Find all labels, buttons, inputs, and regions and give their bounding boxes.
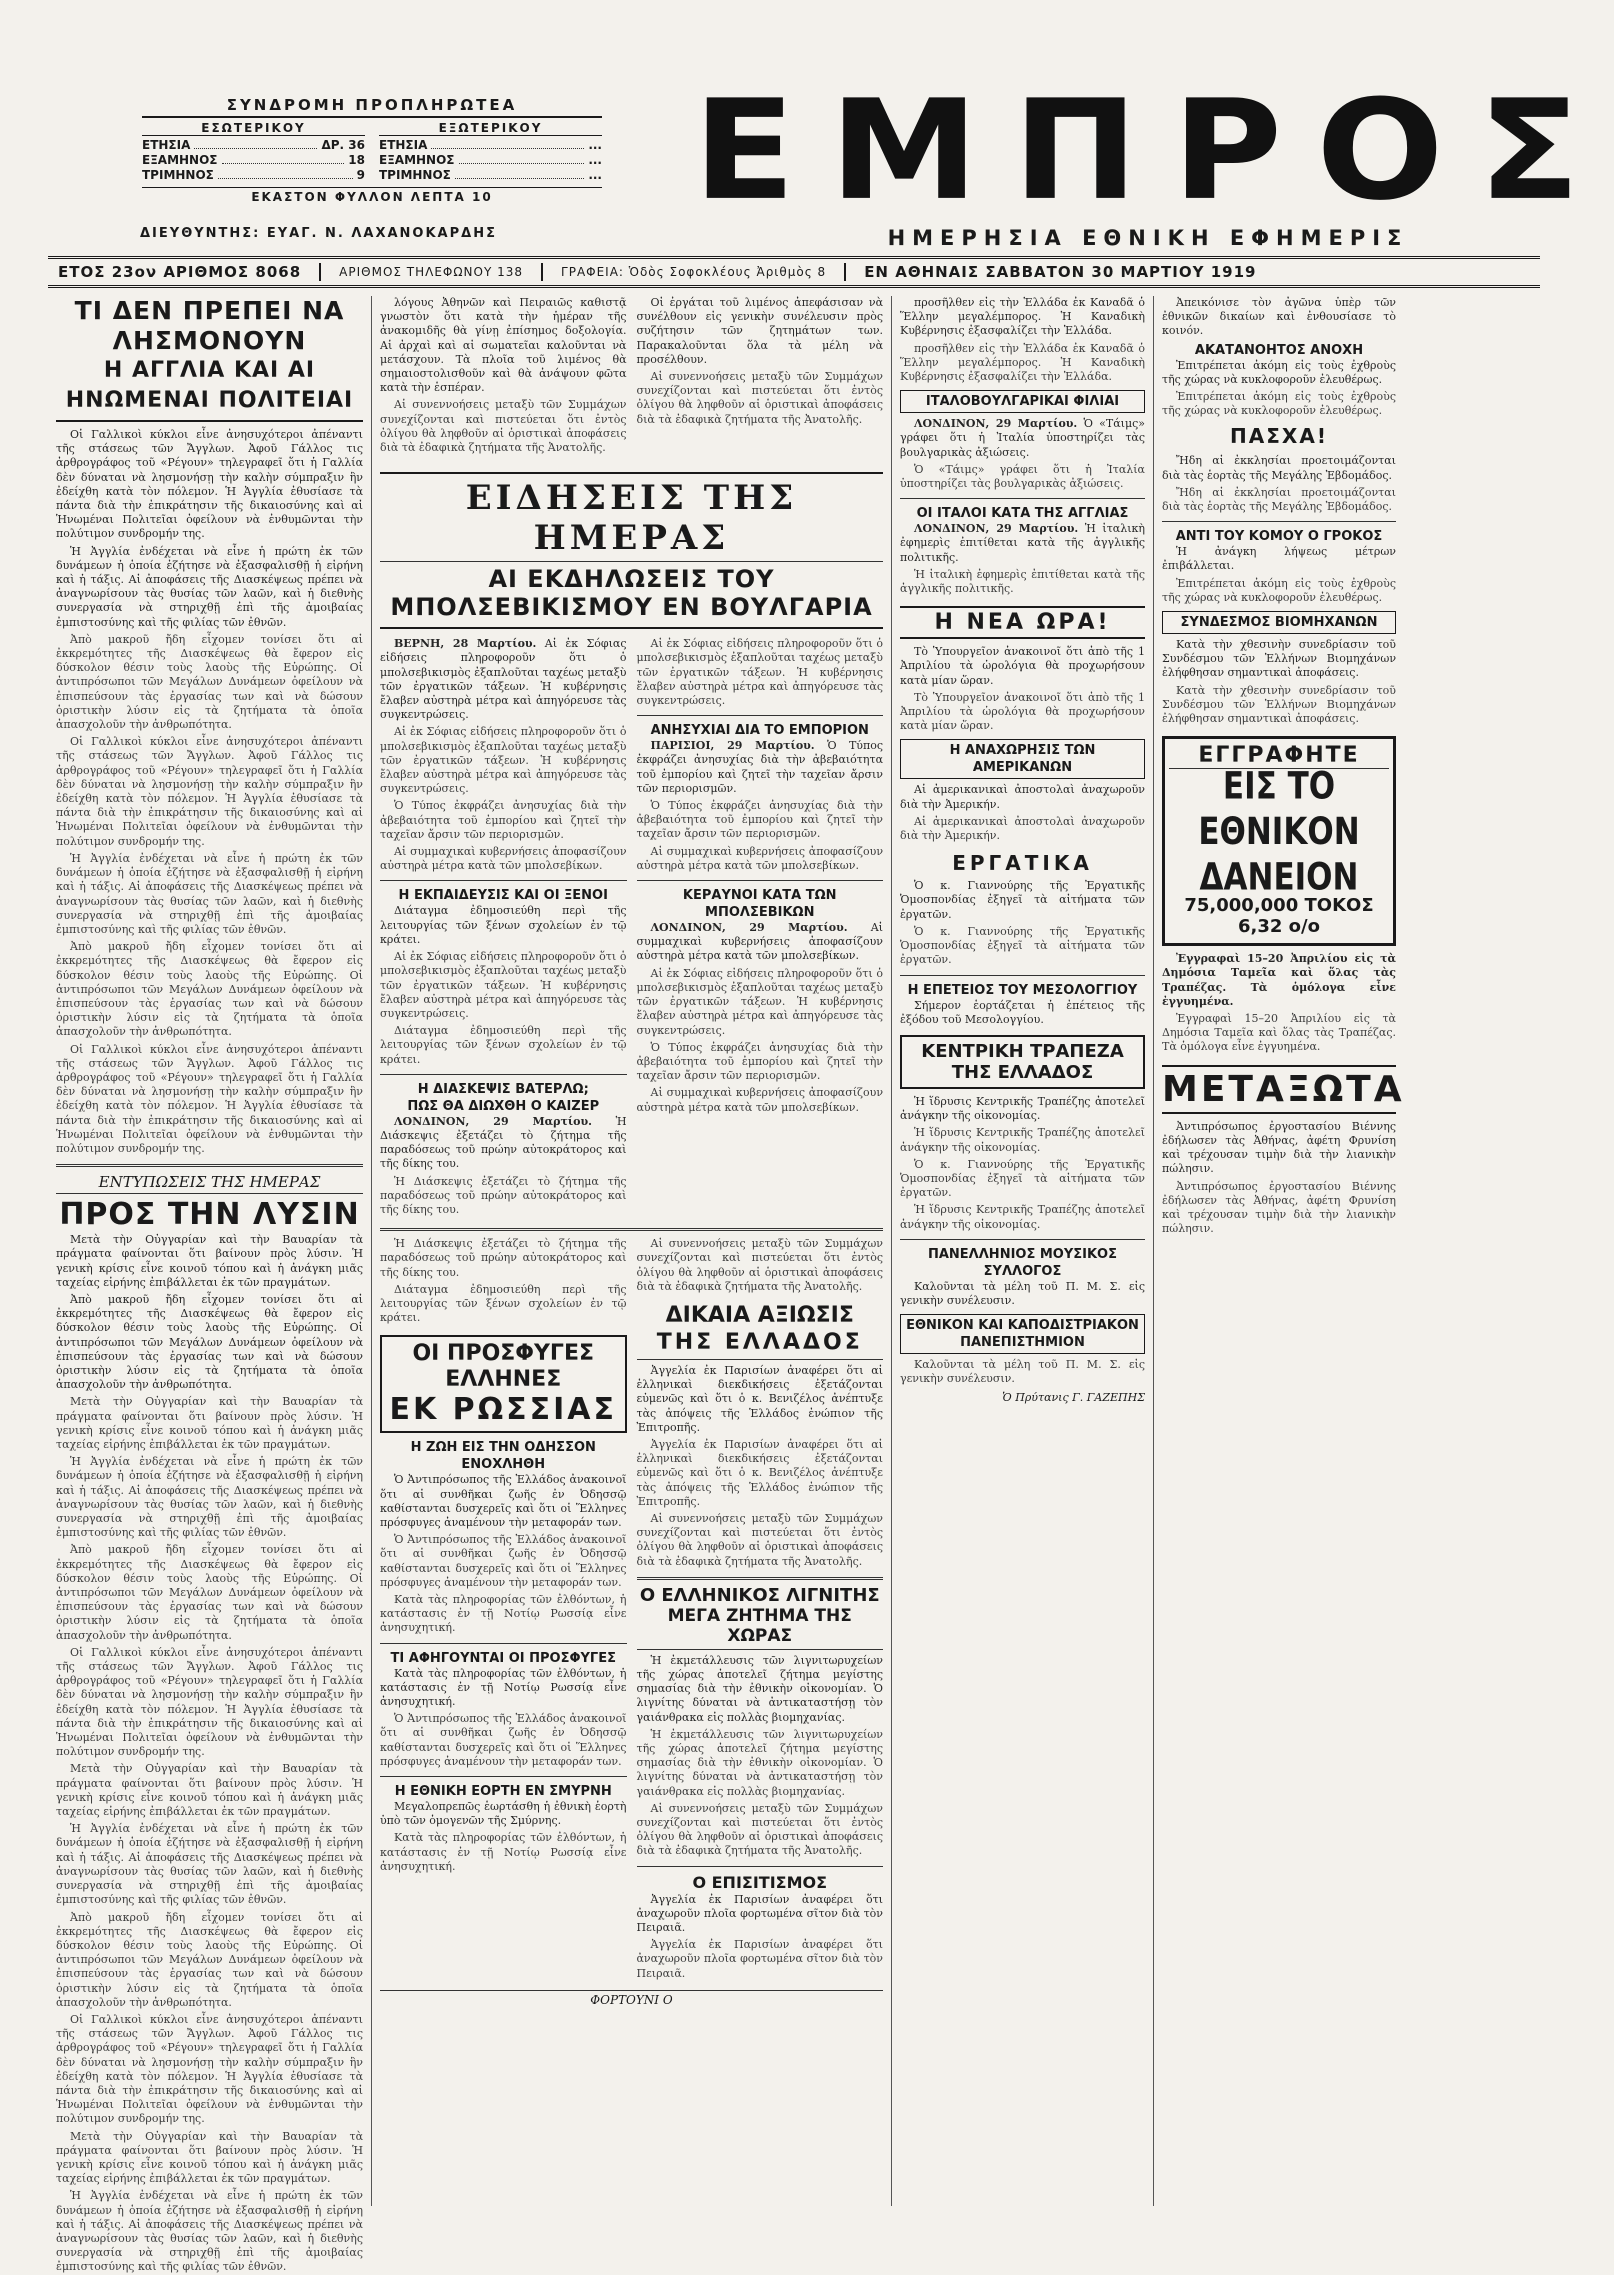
music-society-headline: ΠΑΝΕΛΛΗΝΙΟΣ ΜΟΥΣΙΚΟΣ ΣΥΛΛΟΓΟΣ bbox=[927, 1246, 1117, 1279]
rector-signature: Ὁ Πρύτανις Γ. ΓΑΖΕΠΗΣ bbox=[1002, 1390, 1145, 1404]
paragraph: Αἱ ἀμερικανικαὶ ἀποστολαὶ ἀναχωροῦν διὰ τὴν Ἀμερικήν. bbox=[900, 814, 1145, 843]
paragraph: Ἤδη αἱ ἐκκλησίαι προετοιμάζονται διὰ τὰς ἑορτὰς τῆς Μεγάλης Ἑβδομάδος. bbox=[1162, 454, 1396, 482]
kaiser-headline: ΠΩΣ ΘΑ ΔΙΩΧΘΗ Ο ΚΑΙΖΕΡ bbox=[407, 1098, 600, 1114]
paragraph: Ἡ ἵδρυσις Κεντρικῆς Τραπέζης ἀποτελεῖ ἀνάγκην τῆς οἰκονομίας. bbox=[900, 1126, 1145, 1154]
subs-price: ... bbox=[588, 153, 602, 167]
subs-term: ΤΡΙΜΗΝΟΣ bbox=[142, 168, 214, 182]
paragraph: προσῆλθεν εἰς τὴν Ἑλλάδα ἐκ Καναδᾶ ὁ Ἕλλην μεγαλέμπορος. Ἡ Καναδικὴ Κυβέρνησις ἐξασφαλίζει τὴν Ἑλλάδα. bbox=[900, 296, 1145, 338]
paragraph: Ἐγγραφαὶ 15–20 Ἀπριλίου εἰς τὰ Δημόσια Ταμεῖα καὶ ὅλας τὰς Τραπέζας. Τὰ ὁμόλογα εἶνε ἐγγυημένα. bbox=[1162, 1012, 1396, 1054]
paragraph: Οἱ Γαλλικοὶ κύκλοι εἶνε ἀνησυχότεροι ἀπέναντι τῆς στάσεως τῶν Ἄγγλων. Ἀφοῦ Γάλλος τις ἀρθρογράφος τοῦ «Ρέγουν» τηλεγραφεῖ ὅτι ἡ Γαλλία δὲν δύναται νὰ λησμονήσῃ τὴν καλὴν σύμπραξιν ἣν ἐδείχθη κατὰ τὸν πόλεμον. Ἡ Ἀγγλία ἐθυσίασε τὰ πάντα διὰ τὴν ἐπικράτησιν τῆς δικαιοσύνης καὶ αἱ Ἡνωμέναι Πολιτεῖαι ὀφείλουν νὰ ἐνθυμῶνται τὴν πολύτιμον συνδρομήν της. bbox=[56, 735, 363, 848]
bolshevik-headline: ΚΕΡΑΥΝΟΙ ΚΑΤΑ ΤΩΝ ΜΠΟΛΣΕΒΙΚΩΝ bbox=[682, 888, 837, 921]
justice-headline-2: ΤΗΣ ΕΛΛΑΔΟΣ bbox=[637, 1329, 884, 1360]
americans-headline: Η ΑΝΑΧΩΡΗΣΙΣ ΤΩΝ ΑΜΕΡΙΚΑΝΩΝ bbox=[900, 739, 1145, 779]
paragraph: Ἐγγραφαὶ 15–20 Ἀπριλίου εἰς τὰ Δημόσια Ταμεῖα καὶ ὅλας τὰς Τραπέζας. Τὰ ὁμόλογα εἶνε ἐγγυημένα. bbox=[1162, 952, 1396, 1008]
dateline: ΛΟΝΔΙΝΟΝ, 29 Μαρτίου. bbox=[914, 522, 1079, 536]
industrialists-headline: ΣΥΝΔΕΣΜΟΣ ΒΙΟΜΗΧΑΝΩΝ bbox=[1162, 611, 1396, 634]
paragraph: Ὁ Ἀντιπρόσωπος τῆς Ἑλλάδος ἀνακοινοῖ ὅτι αἱ συνθῆκαι ζωῆς ἐν Ὀδησσῷ καθίστανται δυσχερεῖς καὶ ὅτι οἱ Ἕλληνες πρόσφυγες ἀναμένουν τὴν μεταφοράν των. bbox=[380, 1712, 627, 1768]
paragraph: Κατὰ τὴν χθεσινὴν συνεδρίασιν τοῦ Συνδέσμου τῶν Ἑλλήνων Βιομηχάνων ἐλήφθησαν σημαντικαὶ ἀποφάσεις. bbox=[1162, 638, 1396, 680]
subscription-exterior bbox=[379, 121, 602, 183]
paragraph: Ἡ Ἀγγλία ἐνδέχεται νὰ εἶνε ἡ πρώτη ἐκ τῶν δυνάμεων ἡ ὁποία ἐζήτησε νὰ ἐξασφαλισθῇ ἡ εἰρήνη καὶ ἡ τάξις. Αἱ ἀποφάσεις τῆς Διασκέψεως πρέπει νὰ ἀναγνωρίσουν τὰς θυσίας τῶν λαῶν, καὶ ἡ διεθνὴς συνεργασία νὰ στηριχθῇ ἐπὶ τῆς ἀμοιβαίας ἐμπιστοσύνης καὶ τῆς φιλίας τῶν ἐθνῶν. bbox=[56, 1455, 363, 1540]
subs-term: ΕΤΗΣΙΑ bbox=[142, 138, 191, 152]
education-headline: Η ΕΚΠΑΙΔΕΥΣΙΣ ΚΑΙ ΟΙ ΞΕΝΟΙ bbox=[398, 888, 608, 904]
column-2-3 bbox=[372, 296, 892, 2206]
paragraph: Αἱ ἐκ Σόφιας εἰδήσεις πληροφοροῦν ὅτι ὁ μπολσεβικισμὸς ἐξαπλοῦται ταχέως μεταξὺ τῶν ἐργατικῶν τάξεων. Ἡ κυβέρνησις ἔλαβεν αὐστηρὰ μέτρα καὶ ἀπηγόρευσε τὰς συγκεντρώσεις. bbox=[380, 725, 627, 796]
new-time-headline: Η ΝΕΑ ΩΡΑ! bbox=[900, 606, 1145, 639]
paragraph: Ἀντιπρόσωπος ἐργοστασίου Βιέννης ἐδήλωσεν τὰς Ἀθήνας, ἀφέτη Φρυνίση καὶ τρέχουσαν τιμὴν διὰ τὴν λιανικὴν πώλησιν. bbox=[1162, 1119, 1396, 1176]
paragraph: Ἀγγελία ἐκ Παρισίων ἀναφέρει ὅτι αἱ ἑλληνικαὶ διεκδικήσεις ἐξετάζονται εὐμενῶς καὶ ὅτι ὁ κ. Βενιζέλος ἀνέπτυξε τὰς ἀπόψεις τῆς Ἑλλάδος ἐνώπιον τῆς Ἐπιτροπῆς. bbox=[636, 1363, 883, 1434]
paragraph: Μεγαλοπρεπῶς ἑωρτάσθη ἡ ἐθνικὴ ἑορτὴ ὑπὸ τῶν ὁμογενῶν τῆς Σμύρνης. bbox=[380, 1800, 627, 1828]
subs-term: ΕΞΑΜΗΝΟΣ bbox=[379, 153, 455, 167]
paragraph: Κατὰ τὰς πληροφορίας τῶν ἐλθόντων, ἡ κατάστασις ἐν τῇ Νοτίῳ Ρωσσίᾳ εἶνε ἀνησυχητική. bbox=[380, 1666, 627, 1708]
paragraph: Αἱ ἐκ Σόφιας εἰδήσεις πληροφοροῦν ὅτι ὁ μπολσεβικισμὸς ἐξαπλοῦται ταχέως μεταξὺ τῶν ἐργατικῶν τάξεων. Ἡ κυβέρνησις ἔλαβεν αὐστηρὰ μέτρα καὶ ἀπηγόρευσε τὰς συγκεντρώσεις. bbox=[636, 966, 883, 1037]
masthead bbox=[48, 70, 1614, 256]
subs-price: ... bbox=[588, 138, 602, 152]
news-text: Αἱ συμμαχικαὶ κυβερνήσεις ἀποφασίζουν αὐστηρὰ μέτρα κατὰ τῶν μπολσεβίκων. bbox=[636, 921, 883, 963]
paragraph: Μετὰ τὴν Οὐγγαρίαν καὶ τὴν Βαυαρίαν τὰ πράγματα φαίνονται ὅτι βαίνουν πρὸς λύσιν. Ἡ γενικὴ κρίσις εἶνε κοινοῦ τόπου καὶ ἡ ἀνάγκη μιᾶς ταχείας εἰρήνης ἐπιβάλλεται ἐκ τῶν πραγμάτων. bbox=[56, 1762, 363, 1819]
italo-bulgarian-headline: ΙΤΑΛΟΒΟΥΛΓΑΡΙΚΑΙ ΦΙΛΙΑΙ bbox=[900, 390, 1145, 413]
news-text: Ἡ Διάσκεψις ἐξετάζει τὸ ζήτημα τῆς παραδόσεως τοῦ πρώην αὐτοκράτορος καὶ τῆς δίκης του. bbox=[380, 1114, 627, 1171]
paragraph: Οἱ Γαλλικοὶ κύκλοι εἶνε ἀνησυχότεροι ἀπέναντι τῆς στάσεως τῶν Ἄγγλων. Ἀφοῦ Γάλλος τις ἀρθρογράφος τοῦ «Ρέγουν» τηλεγραφεῖ ὅτι ἡ Γαλλία δὲν δύναται νὰ λησμονήσῃ τὴν καλὴν σύμπραξιν ἣν ἐδείχθη κατὰ τὸν πόλεμον. Ἡ Ἀγγλία ἐθυσίασε τὰ πάντα διὰ τὴν ἐπικράτησιν τῆς δικαιοσύνης καὶ αἱ Ἡνωμέναι Πολιτεῖαι ὀφείλουν νὰ ἐνθυμῶνται τὴν πολύτιμον συνδρομήν της. bbox=[56, 2012, 363, 2126]
refugees-headline-1: ΟΙ ΠΡΟΣΦΥΓΕΣ ΕΛΛΗΝΕΣ bbox=[412, 1341, 595, 1393]
paragraph: Ἡ Ἀγγλία ἐνδέχεται νὰ εἶνε ἡ πρώτη ἐκ τῶν δυνάμεων ἡ ὁποία ἐζήτησε νὰ ἐξασφαλισθῇ ἡ εἰρήνη καὶ ἡ τάξις. Αἱ ἀποφάσεις τῆς Διασκέψεως πρέπει νὰ ἀναγνωρίσουν τὰς θυσίας τῶν λαῶν, καὶ ἡ διεθνὴς συνεργασία νὰ στηριχθῇ ἐπὶ τῆς ἀμοιβαίας ἐμπιστοσύνης καὶ τῆς φιλίας τῶν ἐθνῶν. bbox=[56, 544, 363, 629]
dateline: ΛΟΝΔΙΝΟΝ, 29 Μαρτίου. bbox=[650, 921, 848, 935]
news-text: Αἱ ἐκ Σόφιας εἰδήσεις πληροφοροῦν ὅτι ὁ μπολσεβικισμὸς ἐξαπλοῦται ταχέως μεταξὺ τῶν ἐργατικῶν τάξεων. Ἡ κυβέρνησις ἔλαβεν αὐστηρὰ μέτρα καὶ ἀπηγόρευσε τὰς συγκεντρώσεις. bbox=[380, 637, 627, 722]
paragraph: Ἐπιτρέπεται ἀκόμη εἰς τοὺς ἐχθροὺς τῆς χώρας νὰ κυκλοφοροῦν ἐλευθέρως. bbox=[1162, 390, 1396, 418]
column-2-top bbox=[380, 296, 627, 458]
paragraph: Ἡ ἰταλικὴ ἐφημερὶς ἐπιτίθεται κατὰ τῆς ἀγγλικῆς πολιτικῆς. bbox=[900, 567, 1145, 596]
subscription-box bbox=[142, 96, 602, 204]
subscription-interior bbox=[142, 121, 365, 183]
paragraph: Ἐπιτρέπεται ἀκόμη εἰς τοὺς ἐχθροὺς τῆς χώρας νὰ κυκλοφοροῦν ἐλευθέρως. bbox=[1162, 358, 1396, 386]
paragraph: Μετὰ τὴν Οὐγγαρίαν καὶ τὴν Βαυαρίαν τὰ πράγματα φαίνονται ὅτι βαίνουν πρὸς λύσιν. Ἡ γενικὴ κρίσις εἶνε κοινοῦ τόπου καὶ ἡ ἀνάγκη μιᾶς ταχείας εἰρήνης ἐπιβάλλεται ἐκ τῶν πραγμάτων. bbox=[56, 1395, 363, 1451]
tagline: ΗΜΕΡΗΣΙΑ ΕΘΝΙΚΗ ΕΦΗΜΕΡΙΣ bbox=[887, 226, 1409, 250]
justice-headline-1: ΔΙΚΑΙΑ ΑΞΙΩΣΙΣ bbox=[665, 1302, 854, 1328]
paragraph: Ἀγγελία ἐκ Παρισίων ἀναφέρει ὅτι αἱ ἑλληνικαὶ διεκδικήσεις ἐξετάζονται εὐμενῶς καὶ ὅτι ὁ κ. Βενιζέλος ἀνέπτυξε τὰς ἀπόψεις τῆς Ἑλλάδος ἐνώπιον τῆς Ἐπιτροπῆς. bbox=[636, 1437, 883, 1508]
paragraph: Ἀγγελία ἐκ Παρισίων ἀναφέρει ὅτι ἀναχωροῦν πλοῖα φορτωμένα σῖτον διὰ τὸν Πειραιᾶ. bbox=[636, 1892, 883, 1935]
paragraph: Διάταγμα ἐδημοσιεύθη περὶ τῆς λειτουργίας τῶν ξένων σχολείων ἐν τῷ κράτει. bbox=[380, 904, 627, 946]
paragraph: Ἀγγελία ἐκ Παρισίων ἀναφέρει ὅτι ἀναχωροῦν πλοῖα φορτωμένα σῖτον διὰ τὸν Πειραιᾶ. bbox=[636, 1938, 883, 1980]
issue-date: ΕΝ ΑΘΗΝΑΙΣ ΣΑΒΒΑΤΟΝ 30 ΜΑΡΤΙΟΥ 1919 bbox=[864, 263, 1257, 281]
paragraph: Ὁ κ. Γιαννούρης τῆς Ἐργατικῆς Ὁμοσπονδίας ἐξηγεῖ τὰ αἰτήματα τῶν ἐργατῶν. bbox=[900, 879, 1145, 921]
paragraph: Ἀπὸ μακροῦ ἤδη εἶχομεν τονίσει ὅτι αἱ ἐκκρεμότητες τῆς Διασκέψεως θὰ ἔφερον εἰς δύσκολον θέσιν τοὺς λαοὺς τῆς Εὐρώπης. Οἱ ἀντιπρόσωποι τῶν Μεγάλων Δυνάμεων ὀφείλουν νὰ ἐπισπεύσουν τὰς ἐργασίας των καὶ νὰ δώσουν ὁριστικὴν λύσιν εἰς τὰ ζητήματα τὰ ὁποῖα ἀπασχολοῦν τὴν ἀνθρωπότητα. bbox=[56, 632, 363, 732]
paragraph: Ἀπὸ μακροῦ ἤδη εἶχομεν τονίσει ὅτι αἱ ἐκκρεμότητες τῆς Διασκέψεως θὰ ἔφερον εἰς δύσκολον θέσιν τοὺς λαοὺς τῆς Εὐρώπης. Οἱ ἀντιπρόσωποι τῶν Μεγάλων Δυνάμεων ὀφείλουν νὰ ἐπισπεύσουν τὰς ἐργασίας των καὶ νὰ δώσουν ὁριστικὴν λύσιν εἰς τὰ ζητήματα τὰ ὁποῖα ἀπασχολοῦν τὴν ἀνθρωπότητα. bbox=[56, 1910, 363, 2009]
paragraph: Αἱ ἐκ Σόφιας εἰδήσεις πληροφοροῦν ὅτι ὁ μπολσεβικισμὸς ἐξαπλοῦται ταχέως μεταξὺ τῶν ἐργατικῶν τάξεων. Ἡ κυβέρνησις ἔλαβεν αὐστηρὰ μέτρα καὶ ἀπηγόρευσε τὰς συγκεντρώσεις. bbox=[380, 950, 627, 1020]
news-banner-title: ΕΙΔΗΣΕΙΣ ΤΗΣ ΗΜΕΡΑΣ bbox=[465, 478, 798, 559]
paragraph: Ἡ Διάσκεψις ἐξετάζει τὸ ζήτημα τῆς παραδόσεως τοῦ πρώην αὐτοκράτορος καὶ τῆς δίκης του. bbox=[380, 1174, 627, 1216]
paragraph: Αἱ συνεννοήσεις μεταξὺ τῶν Συμμάχων συνεχίζονται καὶ πιστεύεται ὅτι ἐντὸς ὀλίγου θὰ ληφθοῦν αἱ ὁριστικαὶ ἀποφάσεις διὰ τὰ ἐδαφικὰ ζητήματα τῆς Ἀνατολῆς. bbox=[380, 398, 627, 455]
news-text: Ἡ ἰταλικὴ ἐφημερὶς ἐπιτίθεται κατὰ τῆς ἀγγλικῆς πολιτικῆς. bbox=[900, 522, 1145, 564]
director-line: ΔΙΕΥΘΥΝΤΗΣ: ΕΥΑΓ. Ν. ΛΑΧΑΝΟΚΑΡΔΗΣ bbox=[140, 226, 497, 241]
lignite-headline-1: Ο ΕΛΛΗΝΙΚΟΣ ΛΙΓΝΙΤΗΣ bbox=[639, 1584, 880, 1606]
column-4 bbox=[892, 296, 1154, 2206]
refugees-section bbox=[380, 1237, 627, 1984]
paragraph: Κατὰ τὴν χθεσινὴν συνεδρίασιν τοῦ Συνδέσμου τῶν Ἑλλήνων Βιομηχάνων ἐλήφθησαν σημαντικαὶ ἀποφάσεις. bbox=[1162, 683, 1396, 726]
silks-ad-title: ΜΕΤΑΞΩΤΑ bbox=[1162, 1065, 1396, 1114]
paragraph: Ἐπιτρέπεται ἀκόμη εἰς τοὺς ἐχθροὺς τῆς χώρας νὰ κυκλοφοροῦν ἐλευθέρως. bbox=[1162, 576, 1396, 604]
paragraph: Διάταγμα ἐδημοσιεύθη περὶ τῆς λειτουργίας τῶν ξένων σχολείων ἐν τῷ κράτει. bbox=[380, 1024, 627, 1066]
column-5 bbox=[1154, 296, 1404, 2206]
paragraph: Αἱ συμμαχικαὶ κυβερνήσεις ἀποφασίζουν αὐστηρὰ μέτρα κατὰ τῶν μπολσεβίκων. bbox=[636, 1086, 883, 1114]
paragraph: Μετὰ τὴν Οὐγγαρίαν καὶ τὴν Βαυαρίαν τὰ πράγματα φαίνονται ὅτι βαίνουν πρὸς λύσιν. Ἡ γενικὴ κρίσις εἶνε κοινοῦ τόπου καὶ ἡ ἀνάγκη μιᾶς ταχείας εἰρήνης ἐπιβάλλεται ἐκ τῶν πραγμάτων. bbox=[56, 1233, 363, 1289]
paragraph: Οἱ ἐργάται τοῦ λιμένος ἀπεφάσισαν νὰ συνέλθουν εἰς γενικὴν συνέλευσιν πρὸς συζήτησιν τῶν ζητημάτων των. Παρακαλοῦνται ὅλα τὰ μέλη νὰ προσέλθουν. bbox=[636, 296, 883, 366]
impressions-label: ΕΝΤΥΠΩΣΕΙΣ ΤΗΣ ΗΜΕΡΑΣ bbox=[56, 1173, 363, 1194]
university-headline: ΕΘΝΙΚΟΝ ΚΑΙ ΚΑΠΟΔΙΣΤΡΙΑΚΟΝ ΠΑΝΕΠΙΣΤΗΜΙΟΝ bbox=[900, 1314, 1145, 1354]
paragraph: Αἱ ἐκ Σόφιας εἰδήσεις πληροφοροῦν ὅτι ὁ μπολσεβικισμὸς ἐξαπλοῦται ταχέως μεταξὺ τῶν ἐργατικῶν τάξεων. Ἡ κυβέρνησις ἔλαβεν αὐστηρὰ μέτρα καὶ ἀπηγόρευσε τὰς συγκεντρώσεις. bbox=[636, 637, 883, 708]
greek-claims-section bbox=[637, 1237, 884, 1984]
smyrna-headline: Η ΕΘΝΙΚΗ ΕΟΡΤΗ ΕΝ ΣΜΥΡΝΗ bbox=[394, 1784, 612, 1800]
news-banner-headline: ΑΙ ΕΚΔΗΛΩΣΕΙΣ ΤΟΥ ΜΠΟΛΣΕΒΙΚΙΣΜΟΥ ΕΝ ΒΟΥΛΓΑΡΙΑ bbox=[380, 561, 883, 621]
dateline: ΒΕΡΝΗ, 28 Μαρτίου. bbox=[394, 637, 537, 651]
news-of-the-day-banner bbox=[380, 472, 883, 629]
impressions-article bbox=[56, 1233, 363, 2274]
paragraph: Αἱ συνεννοήσεις μεταξὺ τῶν Συμμάχων συνεχίζονται καὶ πιστεύεται ὅτι ἐντὸς ὀλίγου θὰ ληφθοῦν αἱ ὁριστικαὶ ἀποφάσεις διὰ τὰ ἐδαφικὰ ζητήματα τῆς Ἀνατολῆς. bbox=[636, 370, 883, 426]
paragraph: Ὁ «Τάιμς» γράφει ὅτι ἡ Ἰταλία ὑποστηρίζει τὰς βουλγαρικὰς ἀξιώσεις. bbox=[900, 462, 1145, 491]
lead-headline-sub: Η ΑΓΓΛΙΑ ΚΑΙ ΑΙ ΗΝΩΜΕΝΑΙ ΠΟΛΙΤΕΙΑΙ bbox=[56, 356, 363, 422]
paragraph: Ἡ ἀνάγκη λήψεως μέτρων ἐπιβάλλεται. bbox=[1162, 545, 1396, 573]
lead-article bbox=[56, 428, 363, 1156]
loan-ad-title: ΕΙΣ ΤΟ ΕΘΝΙΚΟΝ ΔΑΝΕΙΟΝ bbox=[1198, 765, 1360, 900]
paragraph: Ἡ ἵδρυσις Κεντρικῆς Τραπέζης ἀποτελεῖ ἀνάγκην τῆς οἰκονομίας. bbox=[900, 1094, 1145, 1123]
refugees-tell-headline: ΤΙ ΑΦΗΓΟΥΝΤΑΙ ΟΙ ΠΡΟΣΦΥΓΕΣ bbox=[390, 1650, 616, 1666]
paragraph: Ὁ κ. Γιαννούρης τῆς Ἐργατικῆς Ὁμοσπονδίας ἐξηγεῖ τὰ αἰτήματα τῶν ἐργατῶν. bbox=[900, 924, 1145, 967]
paragraph: Ἡ ἐκμετάλλευσις τῶν λιγνιτωρυχείων τῆς χώρας ἀποτελεῖ ζήτημα μεγίστης σημασίας διὰ τὴν ἐθνικὴν οἰκονομίαν. Ὁ λιγνίτης δύναται νὰ ἀντικαταστήσῃ τὸν γαιάνθρακα εἰς πολλὰς βιομηχανίας. bbox=[636, 1727, 883, 1798]
news-text: Ὁ «Τάιμς» γράφει ὅτι ἡ Ἰταλία ὑποστηρίζει τὰς βουλγαρικὰς ἀξιώσεις. bbox=[900, 417, 1145, 459]
footer-fragment: ΦΟΡΤΟΥΝΙ Ο bbox=[380, 1990, 883, 2007]
refugees-headline-block bbox=[380, 1335, 627, 1433]
paragraph: Ὁ Τύπος ἐκφράζει ἀνησυχίας διὰ τὴν ἀβεβαιότητα τοῦ ἐμπορίου καὶ ζητεῖ τὴν ταχεῖαν ἄρσιν τῶν περιορισμῶν. bbox=[380, 799, 627, 841]
newspaper-logo: ΕΜΠΡΟΣ bbox=[693, 70, 1614, 232]
subscription-exterior-label: ΕΞΩΤΕΡΙΚΟΥ bbox=[379, 121, 602, 136]
paragraph: Ἡ Ἀγγλία ἐνδέχεται νὰ εἶνε ἡ πρώτη ἐκ τῶν δυνάμεων ἡ ὁποία ἐζήτησε νὰ ἐξασφαλισθῇ ἡ εἰρήνη καὶ ἡ τάξις. Αἱ ἀποφάσεις τῆς Διασκέψεως πρέπει νὰ ἀναγνωρίσουν τὰς θυσίας τῶν λαῶν, καὶ ἡ διεθνὴς συνεργασία νὰ στηριχθῇ ἐπὶ τῆς ἀμοιβαίας ἐμπιστοσύνης καὶ τῆς φιλίας τῶν ἐθνῶν. bbox=[56, 851, 363, 936]
paragraph: Καλοῦνται τὰ μέλη τοῦ Π. Μ. Σ. εἰς γενικὴν συνέλευσιν. bbox=[900, 1279, 1145, 1307]
paragraph: Ἀντιπρόσωπος ἐργοστασίου Βιέννης ἐδήλωσεν τὰς Ἀθήνας, ἀφέτη Φρυνίση καὶ τρέχουσαν τιμὴν διὰ τὴν λιανικὴν πώλησιν. bbox=[1162, 1179, 1396, 1236]
paragraph: Ἡ Διάσκεψις ἐξετάζει τὸ ζήτημα τῆς παραδόσεως τοῦ πρώην αὐτοκράτορος καὶ τῆς δίκης του. bbox=[380, 1237, 627, 1279]
paragraph: Μετὰ τὴν Οὐγγαρίαν καὶ τὴν Βαυαρίαν τὰ πράγματα φαίνονται ὅτι βαίνουν πρὸς λύσιν. Ἡ γενικὴ κρίσις εἶνε κοινοῦ τόπου καὶ ἡ ἀνάγκη μιᾶς ταχείας εἰρήνης ἐπιβάλλεται ἐκ τῶν πραγμάτων. bbox=[56, 2129, 363, 2186]
paragraph: Ἡ Ἀγγλία ἐνδέχεται νὰ εἶνε ἡ πρώτη ἐκ τῶν δυνάμεων ἡ ὁποία ἐζήτησε νὰ ἐξασφαλισθῇ ἡ εἰρήνη καὶ ἡ τάξις. Αἱ ἀποφάσεις τῆς Διασκέψεως πρέπει νὰ ἀναγνωρίσουν τὰς θυσίας τῶν λαῶν, καὶ ἡ διεθνὴς συνεργασία νὰ στηριχθῇ ἐπὶ τῆς ἀμοιβαίας ἐμπιστοσύνης καὶ τῆς φιλίας τῶν ἐθνῶν. bbox=[56, 1822, 363, 1907]
tolerance-headline: ΑΚΑΤΑΝΟΗΤΟΣ ΑΝΟΧΗ bbox=[1194, 342, 1364, 358]
subs-price: 18 bbox=[348, 153, 365, 167]
columns bbox=[48, 296, 1540, 2274]
paragraph: Οἱ Γαλλικοὶ κύκλοι εἶνε ἀνησυχότεροι ἀπέναντι τῆς στάσεως τῶν Ἄγγλων. Ἀφοῦ Γάλλος τις ἀρθρογράφος τοῦ «Ρέγουν» τηλεγραφεῖ ὅτι ἡ Γαλλία δὲν δύναται νὰ λησμονήσῃ τὴν καλὴν σύμπραξιν ἣν ἐδείχθη κατὰ τὸν πόλεμον. Ἡ Ἀγγλία ἐθυσίασε τὰ πάντα διὰ τὴν ἐπικράτησιν τῆς δικαιοσύνης καὶ αἱ Ἡνωμέναι Πολιτεῖαι ὀφείλουν νὰ ἐνθυμῶνται τὴν πολύτιμον συνδρομήν της. bbox=[56, 1645, 363, 1759]
news-subcol-right bbox=[637, 637, 884, 1220]
paragraph: Ἡ Ἀγγλία ἐνδέχεται νὰ εἶνε ἡ πρώτη ἐκ τῶν δυνάμεων ἡ ὁποία ἐζήτησε νὰ ἐξασφαλισθῇ ἡ εἰρήνη καὶ ἡ τάξις. Αἱ ἀποφάσεις τῆς Διασκέψεως πρέπει νὰ ἀναγνωρίσουν τὰς θυσίας τῶν λαῶν, καὶ ἡ διεθνὴς συνεργασία νὰ στηριχθῇ ἐπὶ τῆς ἀμοιβαίας ἐμπιστοσύνης καὶ τῆς φιλίας τῶν ἐθνῶν. bbox=[56, 2189, 363, 2274]
paragraph: Τὸ Ὑπουργεῖον ἀνακοινοῖ ὅτι ἀπὸ τῆς 1 Ἀπριλίου τὰ ὡρολόγια θὰ προχωρήσουν κατὰ μίαν ὥραν. bbox=[900, 690, 1145, 733]
commerce-headline: ΑΝΗΣΥΧΙΑΙ ΔΙΑ ΤΟ ΕΜΠΟΡΙΟΝ bbox=[650, 723, 869, 739]
paragraph: Ἀπὸ μακροῦ ἤδη εἶχομεν τονίσει ὅτι αἱ ἐκκρεμότητες τῆς Διασκέψεως θὰ ἔφερον εἰς δύσκολον θέσιν τοὺς λαοὺς τῆς Εὐρώπης. Οἱ ἀντιπρόσωποι τῶν Μεγάλων Δυνάμεων ὀφείλουν νὰ ἐπισπεύσουν τὰς ἐργασίας των καὶ νὰ δώσουν ὁριστικὴν λύσιν εἰς τὰ ζητήματα τὰ ὁποῖα ἀπασχολοῦν τὴν ἀνθρωπότητα. bbox=[56, 940, 363, 1039]
news-subcol-left bbox=[380, 637, 627, 1220]
column-1 bbox=[48, 296, 372, 2274]
paragraph: Τὸ Ὑπουργεῖον ἀνακοινοῖ ὅτι ἀπὸ τῆς 1 Ἀπριλίου τὰ ὡρολόγια θὰ προχωρήσουν κατὰ μίαν ὥραν. bbox=[900, 645, 1145, 687]
odessa-headline: Η ΖΩΗ ΕΙΣ ΤΗΝ ΟΔΗΣΣΟΝ ΕΝΟΧΛΗΘΗ bbox=[410, 1440, 596, 1473]
paragraph: Κατὰ τὰς πληροφορίας τῶν ἐλθόντων, ἡ κατάστασις ἐν τῇ Νοτίῳ Ρωσσίᾳ εἶνε ἀνησυχητική. bbox=[380, 1831, 627, 1873]
subs-price: 9 bbox=[356, 168, 365, 182]
subscription-title: ΣΥΝΔΡΟΜΗ ΠΡΟΠΛΗΡΩΤΕΑ bbox=[142, 96, 602, 118]
supply-headline: Ο ΕΠΙΣΙΤΙΣΜΟΣ bbox=[692, 1872, 828, 1892]
paragraph: Ὁ κ. Γιαννούρης τῆς Ἐργατικῆς Ὁμοσπονδίας ἐξηγεῖ τὰ αἰτήματα τῶν ἐργατῶν. bbox=[900, 1157, 1145, 1200]
subs-price: ΔΡ. 36 bbox=[321, 138, 365, 152]
paragraph: Ἡ ἐκμετάλλευσις τῶν λιγνιτωρυχείων τῆς χώρας ἀποτελεῖ ζήτημα μεγίστης σημασίας διὰ τὴν ἐθνικὴν οἰκονομίαν. Ὁ λιγνίτης δύναται νὰ ἀντικαταστήσῃ τὸν γαιάνθρακα εἰς πολλὰς βιομηχανίας. bbox=[636, 1653, 883, 1724]
lignite-headline-2: ΜΕΓΑ ΖΗΤΗΜΑ ΤΗΣ ΧΩΡΑΣ bbox=[637, 1606, 884, 1650]
central-bank-headline: ΚΕΝΤΡΙΚΗ ΤΡΑΠΕΖΑ ΤΗΣ ΕΛΛΑΔΟΣ bbox=[900, 1035, 1145, 1089]
paragraph: Ἀπὸ μακροῦ ἤδη εἶχομεν τονίσει ὅτι αἱ ἐκκρεμότητες τῆς Διασκέψεως θὰ ἔφερον εἰς δύσκολον θέσιν τοὺς λαοὺς τῆς Εὐρώπης. Οἱ ἀντιπρόσωποι τῶν Μεγάλων Δυνάμεων ὀφείλουν νὰ ἐπισπεύσουν τὰς ἐργασίας των καὶ νὰ δώσουν ὁριστικὴν λύσιν εἰς τὰ ζητήματα τὰ ὁποῖα ἀπασχολοῦν τὴν ἀνθρωπότητα. bbox=[56, 1543, 363, 1642]
easter-headline: ΠΑΣΧΑ! bbox=[1230, 424, 1328, 449]
issue-number: ΕΤΟΣ 23ον ΑΡΙΘΜΟΣ 8068 bbox=[58, 263, 302, 281]
subscription-interior-label: ΕΣΩΤΕΡΙΚΟΥ bbox=[142, 121, 365, 136]
dateline: ΛΟΝΔΙΝΟΝ, 29 Μαρτίου. bbox=[914, 417, 1078, 431]
paragraph: Αἱ συνεννοήσεις μεταξὺ τῶν Συμμάχων συνεχίζονται καὶ πιστεύεται ὅτι ἐντὸς ὀλίγου θὰ ληφθοῦν αἱ ὁριστικαὶ ἀποφάσεις διὰ τὰ ἐδαφικὰ ζητήματα τῆς Ἀνατολῆς. bbox=[636, 1511, 883, 1568]
paragraph: Ἀπὸ μακροῦ ἤδη εἶχομεν τονίσει ὅτι αἱ ἐκκρεμότητες τῆς Διασκέψεως θὰ ἔφερον εἰς δύσκολον θέσιν τοὺς λαοὺς τῆς Εὐρώπης. Οἱ ἀντιπρόσωποι τῶν Μεγάλων Δυνάμεων ὀφείλουν νὰ ἐπισπεύσουν τὰς ἐργασίας των καὶ νὰ δώσουν ὁριστικὴν λύσιν εἰς τὰ ζητήματα τὰ ὁποῖα ἀπασχολοῦν τὴν ἀνθρωπότητα. bbox=[56, 1292, 363, 1392]
subs-price: ... bbox=[588, 168, 602, 182]
paragraph: Διάταγμα ἐδημοσιεύθη περὶ τῆς λειτουργίας τῶν ξένων σχολείων ἐν τῷ κράτει. bbox=[380, 1282, 627, 1325]
paragraph: Σήμερον ἑορτάζεται ἡ ἐπέτειος τῆς ἐξόδου τοῦ Μεσολογγίου. bbox=[900, 998, 1145, 1026]
paragraph: Ἤδη αἱ ἐκκλησίαι προετοιμάζονται διὰ τὰς ἑορτὰς τῆς Μεγάλης Ἑβδομάδος. bbox=[1162, 485, 1396, 514]
paragraph: Ὁ Τύπος ἐκφράζει ἀνησυχίας διὰ τὴν ἀβεβαιότητα τοῦ ἐμπορίου καὶ ζητεῖ τὴν ταχεῖαν ἄρσιν τῶν περιορισμῶν. bbox=[636, 799, 883, 841]
conference-headline: Η ΔΙΑΣΚΕΨΙΣ ΒΑΤΕΡΛΩ; bbox=[417, 1081, 589, 1097]
paragraph: Κατὰ τὰς πληροφορίας τῶν ἐλθόντων, ἡ κατάστασις ἐν τῇ Νοτίῳ Ρωσσίᾳ εἶνε ἀνησυχητική. bbox=[380, 1592, 627, 1635]
paragraph: Αἱ συνεννοήσεις μεταξὺ τῶν Συμμάχων συνεχίζονται καὶ πιστεύεται ὅτι ἐντὸς ὀλίγου θὰ ληφθοῦν αἱ ὁριστικαὶ ἀποφάσεις διὰ τὰ ἐδαφικὰ ζητήματα τῆς Ἀνατολῆς. bbox=[636, 1801, 883, 1858]
loan-ad-top: ΕΓΓΡΑΦΗΤΕ bbox=[1169, 743, 1389, 769]
paragraph: Ὁ Ἀντιπρόσωπος τῆς Ἑλλάδος ἀνακοινοῖ ὅτι αἱ συνθῆκαι ζωῆς ἐν Ὀδησσῷ καθίστανται δυσχερεῖς καὶ ὅτι οἱ Ἕλληνες πρόσφυγες ἀναμένουν τὴν μεταφοράν των. bbox=[380, 1533, 627, 1589]
refugees-headline-2: ΕΚ ΡΩΣΣΙΑΣ bbox=[389, 1392, 618, 1428]
subs-term: ΤΡΙΜΗΝΟΣ bbox=[379, 168, 451, 182]
subs-term: ΕΤΗΣΙΑ bbox=[379, 138, 428, 152]
phone-number: ΑΡΙΘΜΟΣ ΤΗΛΕΦΩΝΟΥ 138 bbox=[339, 265, 524, 279]
mesologgi-headline: Η ΕΠΕΤΕΙΟΣ ΤΟΥ ΜΕΣΟΛΟΓΓΙΟΥ bbox=[907, 982, 1138, 998]
offices-address: ΓΡΑΦΕΙΑ: Ὁδὸς Σοφοκλέους Ἀριθμὸς 8 bbox=[561, 265, 827, 279]
paragraph: Αἱ συμμαχικαὶ κυβερνήσεις ἀποφασίζουν αὐστηρὰ μέτρα κατὰ τῶν μπολσεβίκων. bbox=[636, 844, 883, 872]
impressions-headline: ΠΡΟΣ ΤΗΝ ΛΥΣΙΝ bbox=[59, 1197, 360, 1233]
paragraph: Ἀπεικόνισε τὸν ἀγῶνα ὑπὲρ τῶν ἐθνικῶν δικαίων καὶ ἐνθουσίασε τὸ κοινόν. bbox=[1162, 296, 1396, 338]
paragraph: προσῆλθεν εἰς τὴν Ἑλλάδα ἐκ Καναδᾶ ὁ Ἕλλην μεγαλέμπορος. Ἡ Καναδικὴ Κυβέρνησις ἐξασφαλίζει τὴν Ἑλλάδα. bbox=[900, 341, 1145, 384]
paragraph: Ὁ Τύπος ἐκφράζει ἀνησυχίας διὰ τὴν ἀβεβαιότητα τοῦ ἐμπορίου καὶ ζητεῖ τὴν ταχεῖαν ἄρσιν τῶν περιορισμῶν. bbox=[636, 1040, 883, 1083]
info-bar bbox=[48, 256, 1540, 288]
national-loan-ad bbox=[1162, 736, 1396, 946]
paragraph: Οἱ Γαλλικοὶ κύκλοι εἶνε ἀνησυχότεροι ἀπέναντι τῆς στάσεως τῶν Ἄγγλων. Ἀφοῦ Γάλλος τις ἀρθρογράφος τοῦ «Ρέγουν» τηλεγραφεῖ ὅτι ἡ Γαλλία δὲν δύναται νὰ λησμονήσῃ τὴν καλὴν σύμπραξιν ἣν ἐδείχθη κατὰ τὸν πόλεμον. Ἡ Ἀγγλία ἐθυσίασε τὰ πάντα διὰ τὴν ἐπικράτησιν τῆς δικαιοσύνης καὶ αἱ Ἡνωμέναι Πολιτεῖαι ὀφείλουν νὰ ἐνθυμῶνται τὴν πολύτιμον συνδρομήν της. bbox=[56, 428, 363, 541]
paragraph: Αἱ συνεννοήσεις μεταξὺ τῶν Συμμάχων συνεχίζονται καὶ πιστεύεται ὅτι ἐντὸς ὀλίγου θὰ ληφθοῦν αἱ ὁριστικαὶ ἀποφάσεις διὰ τὰ ἐδαφικὰ ζητήματα τῆς Ἀνατολῆς. bbox=[636, 1237, 883, 1293]
loan-ad-rate: 75,000,000 ΤΟΚΟΣ 6,32 ο/ο bbox=[1184, 895, 1374, 938]
paragraph: Ἡ ἵδρυσις Κεντρικῆς Τραπέζης ἀποτελεῖ ἀνάγκην τῆς οἰκονομίας. bbox=[900, 1203, 1145, 1231]
dateline: ΛΟΝΔΙΝΟΝ, 29 Μαρτίου. bbox=[394, 1114, 592, 1128]
paragraph: Αἱ συμμαχικαὶ κυβερνήσεις ἀποφασίζουν αὐστηρὰ μέτρα κατὰ τῶν μπολσεβίκων. bbox=[380, 845, 627, 873]
paragraph: λόγους Ἀθηνῶν καὶ Πειραιῶς καθιστᾷ γνωστὸν ὅτι κατὰ τὴν ἡμέραν τῆς ἀνακομιδῆς θὰ γίνῃ ἐπίσημος δοξολογία. Αἱ ἀρχαὶ καὶ αἱ σωματεῖαι καλοῦνται νὰ μετάσχουν. Τὰ πλοῖα τοῦ λιμένος θὰ σημαιοστολισθοῦν καὶ θὰ ἀνάψουν φῶτα κατὰ τὴν ἑσπέραν. bbox=[380, 296, 627, 395]
single-copy-price: ΕΚΑΣΤΟΝ ΦΥΛΛΟΝ ΛΕΠΤΑ 10 bbox=[142, 187, 602, 204]
italians-headline: ΟΙ ΙΤΑΛΟΙ ΚΑΤΑ ΤΗΣ ΑΓΓΛΙΑΣ bbox=[916, 506, 1129, 522]
paragraph: Καλοῦνται τὰ μέλη τοῦ Π. Μ. Σ. εἰς γενικὴν συνέλευσιν. bbox=[900, 1358, 1145, 1386]
dateline: ΠΑΡΙΣΙΟΙ, 29 Μαρτίου. bbox=[650, 739, 815, 753]
news-text: Ὁ Τύπος ἐκφράζει ἀνησυχίας διὰ τὴν ἀβεβαιότητα τοῦ ἐμπορίου καὶ ζητεῖ τὴν ταχεῖαν ἄρσιν τῶν περιορισμῶν. bbox=[636, 739, 883, 795]
paragraph: Ὁ Ἀντιπρόσωπος τῆς Ἑλλάδος ἀνακοινοῖ ὅτι αἱ συνθῆκαι ζωῆς ἐν Ὀδησσῷ καθίστανται δυσχερεῖς καὶ ὅτι οἱ Ἕλληνες πρόσφυγες ἀναμένουν τὴν μεταφοράν των. bbox=[380, 1473, 627, 1529]
instead-headline: ΑΝΤΙ ΤΟΥ ΚΟΜΟΥ Ο ΓΡΟΚΟΣ bbox=[1175, 529, 1383, 545]
paragraph: Αἱ ἀμερικανικαὶ ἀποστολαὶ ἀναχωροῦν διὰ τὴν Ἀμερικήν. bbox=[900, 783, 1145, 811]
subs-term: ΕΞΑΜΗΝΟΣ bbox=[142, 153, 218, 167]
column-3-top bbox=[637, 296, 884, 458]
paragraph: Οἱ Γαλλικοὶ κύκλοι εἶνε ἀνησυχότεροι ἀπέναντι τῆς στάσεως τῶν Ἄγγλων. Ἀφοῦ Γάλλος τις ἀρθρογράφος τοῦ «Ρέγουν» τηλεγραφεῖ ὅτι ἡ Γαλλία δὲν δύναται νὰ λησμονήσῃ τὴν καλὴν σύμπραξιν ἣν ἐδείχθη κατὰ τὸν πόλεμον. Ἡ Ἀγγλία ἐθυσίασε τὰ πάντα διὰ τὴν ἐπικράτησιν τῆς δικαιοσύνης καὶ αἱ Ἡνωμέναι Πολιτεῖαι ὀφείλουν νὰ ἐνθυμῶνται τὴν πολύτιμον συνδρομήν της. bbox=[56, 1042, 363, 1155]
lead-headline: ΤΙ ΔΕΝ ΠΡΕΠΕΙ ΝΑ ΛΗΣΜΟΝΟΥΝ bbox=[74, 296, 345, 355]
labor-headline: ΕΡΓΑΤΙΚΑ bbox=[952, 851, 1093, 876]
